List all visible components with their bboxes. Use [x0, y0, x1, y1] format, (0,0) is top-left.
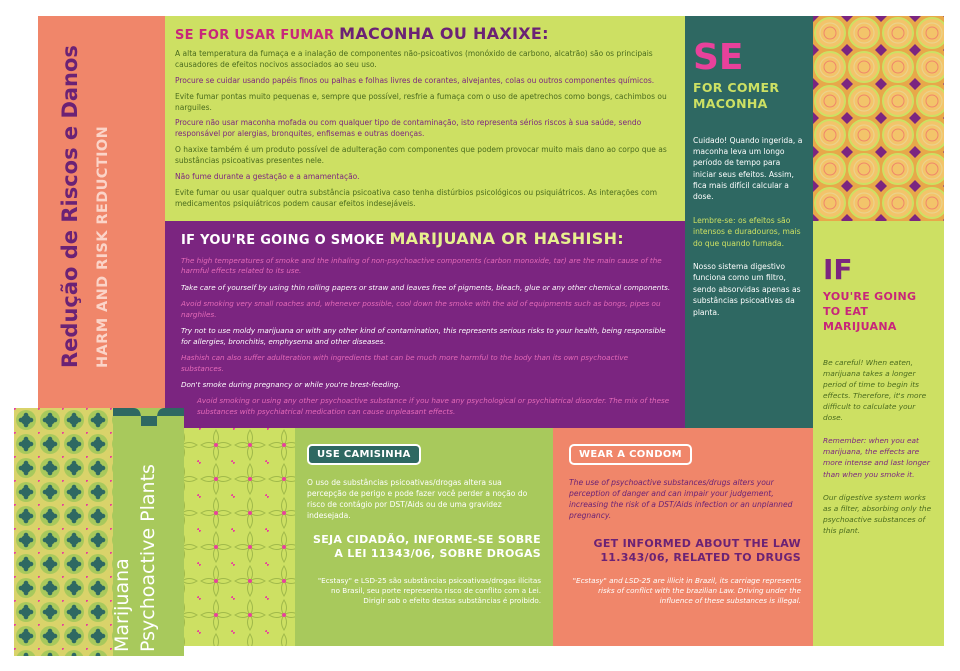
condom-pt-badge: USE CAMISINHA — [307, 444, 421, 465]
eat-pt-panel — [685, 16, 813, 428]
eat-pt-paragraph: Nosso sistema digestivo funciona como um filtro, sendo absorvidas apenas as substâncias psicoativas da planta. — [693, 262, 801, 317]
smoke-pt-paragraph: Evite fumar ou usar qualquer outra substância psicoativa caso tenha distúrbios psicológicos ou psiquiátricos. As interações com medicamentos psiquiátricos podem causar efeitos indesejáveis. — [175, 187, 658, 208]
smoke-pt-paragraph: Não fume durante a gestação e a amamentação. — [175, 171, 360, 181]
clover-pattern-icon — [14, 408, 113, 656]
law-en-heading: GET INFORMED ABOUT THE LAW 11.343/06, RELATED TO DRUGS — [593, 537, 801, 565]
leaf-pattern-icon — [165, 428, 295, 646]
eat-en-paragraph: Remember: when you eat marijuana, the effects are more intense and last longer than when you smoke it. — [823, 436, 930, 479]
smoke-pt-paragraph: A alta temperatura da fumaça e a inalação de componentes não-psicoativos (monóxido de carbono, alcatrão) são os principais causadores de efeitos nocivos associados ao seu uso. — [175, 49, 653, 69]
eat-en-panel — [813, 221, 944, 646]
smoke-pt-paragraph: Procure se cuidar usando papéis finos ou palhas e folhas livres de corantes, alvejantes, colas ou outros componentes químicos. — [175, 75, 655, 85]
law-pt-text: "Ecstasy" e LSD-25 são substâncias psicoativas/drogas ilícitas no Brasil, seu porte representa risco de conflito com a Lei. Dirigir sob o efeito destas substâncias é proibido. — [317, 575, 541, 606]
eat-en-big: IF — [823, 253, 853, 286]
eat-pt-subheading: FOR COMER MACONHA — [693, 80, 780, 112]
smoke-en-heading-small: IF YOU'RE GOING O SMOKE — [181, 233, 385, 248]
condom-en-text: The use of psychoactive substances/drugs alters your perception of danger and can impair your judgement, increasing the risk of a DST/Aids infection or an unplanned pregnancy. — [569, 478, 793, 520]
smoke-en-panel — [165, 221, 685, 428]
smoke-en-paragraph: The high temperatures of smoke and the inhaling of non-psychoactive components (carbon monoxide, tar) are the main cause of the harmful effects related to its use. — [181, 256, 662, 276]
eat-pt-big: SE — [693, 37, 744, 78]
smoke-pt-heading-big: MACONHA OU HAXIXE: — [339, 24, 549, 43]
smoke-en-paragraph: Hashish can also suffer adulteration with ingredients that can be much more harmful to the body than its own psychoactive substances. — [181, 353, 629, 373]
series-card-title-line2: Psychoactive Plants — [137, 464, 159, 652]
smoke-en-paragraph: Don't smoke during pregnancy or while you're brest-feeding. — [181, 379, 401, 389]
eat-en-paragraph: Our digestive system works as a filter, absorbing only the psychoactive substances of this plant. — [823, 492, 932, 535]
smoke-pt-heading — [175, 24, 675, 43]
smoke-pt-paragraph: Evite fumar pontas muito pequenas e, sempre que possível, resfrie a fumaça com o uso de apetrechos como bongs, cachimbos ou narguiles. — [175, 91, 667, 112]
smoke-en-paragraph: Take care of yourself by using thin rolling papers or straw and leaves free of pigments, bleach, glue or any other chemical components. — [181, 282, 671, 292]
law-en-text: "Ecstasy" and LSD-25 are illicit in Brazil, its carriage represents risks of conflict with the brazilian Law. Driving under the influence of these substances is illegal. — [572, 575, 801, 606]
smoke-en-paragraph: Avoid smoking very small roaches and, whenever possible, cool down the smoke with the aid of equipments such as bongs, pipes ou narghiles. — [181, 299, 661, 319]
smoke-en-paragraph: Try not to use moldy marijuana or with any other kind of contamination, this represents serious risks to your health, being responsible for allergies, bronchitis, emphysema and other diseases. — [181, 326, 666, 346]
condom-pt-text: O uso de substâncias psicoativas/drogas altera sua percepção de perigo e pode fazer você perder a noção do risco de contágio por DST/Aids ou de uma gravidez indesejada. — [307, 478, 528, 520]
smoke-en-paragraph: Avoid smoking or using any other psychoactive substance if you have any psychological or psychiatrical disorder. The mix of these substances with psychiatrical medication can cause unpleasant effects. — [197, 396, 670, 416]
smoke-en-heading-big: MARIJUANA OR HASHISH: — [389, 229, 624, 248]
smoke-pt-heading-small: SE FOR USAR FUMAR — [175, 28, 335, 43]
condom-en-badge: WEAR A CONDOM — [569, 444, 692, 465]
side-title-pt: Redução de Riscos e Danos — [58, 45, 82, 368]
condom-pt-panel — [295, 428, 553, 646]
eat-pt-paragraph: Cuidado! Quando ingerida, a maconha leva um longo período de tempo para iniciar seus efeitos. Assim, fica mais difícil calcular a dose. — [693, 135, 803, 202]
condom-en-panel — [553, 428, 813, 646]
eat-pt-paragraph: Lembre-se: os efeitos são intensos e duradouros, mais do que quando fumada. — [693, 215, 801, 248]
eat-en-paragraph: Be careful! When eaten, marijuana takes a longer period of time to begin its effects. Therefore, it's more difficult to calculate your dose. — [823, 357, 927, 423]
side-title-en: HARM AND RISK REDUCTION — [95, 125, 111, 368]
eat-en-subheading: YOU'RE GOING TO EAT MARIJUANA — [823, 290, 917, 333]
flower-pattern-icon — [813, 16, 944, 221]
series-card-title-line1: Marijuana — [111, 558, 133, 652]
smoke-pt-paragraph: O haxixe também é um produto possível de adulteração com componentes que podem provocar muito mais dano ao corpo que as substâncias psicoativas presentes nele. — [175, 145, 667, 165]
smoke-en-heading — [181, 229, 673, 248]
smoke-pt-paragraph: Procure não usar maconha mofada ou com qualquer tipo de contaminação, isto representa sérios riscos à sua saúde, sendo responsável por alergias, bronquites, enfisemas e outras doenças. — [175, 118, 642, 139]
law-pt-heading: SEJA CIDADÃO, INFORME-SE SOBRE A LEI 11343/06, SOBRE DROGAS — [312, 533, 541, 561]
smoke-pt-panel — [165, 16, 685, 221]
